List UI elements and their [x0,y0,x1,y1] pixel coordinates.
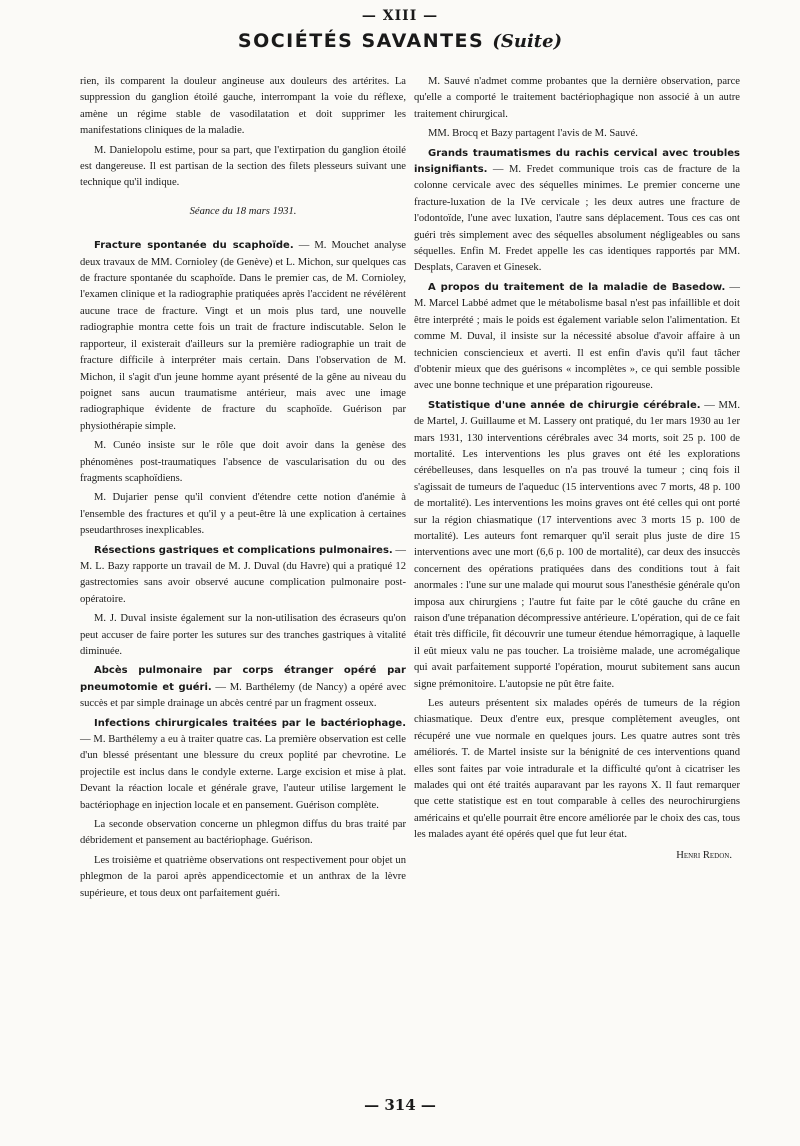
article-heading: A propos du traitement de la maladie de Basedow. [428,281,726,293]
left-column [80,74,406,905]
article-heading: Résections gastriques et complications pulmonaires. [94,544,393,556]
right-column [414,74,740,867]
paragraph: La seconde observation concerne un phlegmon diffus du bras traité par débridement et pansement au bactériophage. Guérison. [80,819,406,847]
article-body: — M. Barthélemy a eu à traiter quatre cas. La première observation est celle d'un blessé présentant une blessure du creux poplité par chevrotine. Le projectile est inclus dans le condyle externe. Large excision et mise à plat. Devant la réaction locale et générale grave, l'auteur utilise largement le bactériophage en injection locale et en pansement. Guérison complète. [80,734,406,811]
article-heading: Grands traumatismes du rachis cervical avec troubles insignifiants. [414,147,740,176]
paragraph: Les troisième et quatrième observations ont respectivement pour objet un phlegmon de la paroi après appendicectomie et un anthrax de la lèvre supérieure, et tous deux ont parfaitement guéri. [80,854,406,899]
author-signature: Henri Redon. [676,849,732,861]
article-body: — M. Marcel Labbé admet que le métabolisme basal n'est pas infaillible et doit être interprété ; mais le poids est également variable selon l'alimentation. Et comme M. Duval, il insiste sur la nécessité absolue d'avoir affaire à un technicien consciencieux et averti. Il est enfin d'avis qu'il faut tâcher d'obtenir mieux que des guérisons « incomplètes », ce qui semble possible avec une bonne technique et une préparation rigoureuse. [414,281,740,392]
article-body: — M. Barthélemy (de Nancy) a opéré avec succès et par simple drainage un abcès centré par un fragment osseux. [80,681,406,710]
paragraph: MM. Brocq et Bazy partagent l'avis de M. Sauvé. [428,128,638,140]
title-suite: (Suite) [492,31,563,52]
article-resections-gastriques [80,543,406,609]
article-infections-chirurgicales [80,716,406,814]
article-body: — M. Mouchet analyse deux travaux de MM. Cornioley (de Genève) et L. Michon, sur quelques cas de fracture spontanée du scaphoïde. Dans le premier cas, de M. Cornioley, l'examen clinique et la radiographie pratiquées après l'accident ne révélèrent aucune trace de fracture. Vingt et un mois plus tard, une nouvelle radiographie montra cette fois un trait de fracture indiscutable. Selon le rapporteur, il existerait d'ailleurs sur la première radiographie un trait de fracture difficile à interpréter mais certain. Dans l'observation de M. Michon, il s'agit d'un jeune homme ayant présenté de la gêne au niveau du poignet sans aucun traumatisme antérieur, mais avec une image radiographique évidente de fracture du scaphoïde. Guérison par physiothérapie simple. [80,240,406,432]
article-chirurgie-cerebrale [414,398,740,693]
paragraph: rien, ils comparent la douleur angineuse aux douleurs des artérites. La suppression du ganglion étoilé gauche, interrompant la voie du réflexe, amène un régime stable de vasodilatation et doit supprimer les manifestations cliniques de la maladie. [80,76,406,137]
page-number: — 314 — [364,1096,436,1114]
paragraph: M. Cunéo insiste sur le rôle que doit avoir dans la genèse des phénomènes post-traumatiques l'absence de vascularisation du ou des fragments scaphoïdiens. [80,440,406,484]
article-body: — M. Fredet communique trois cas de fracture de la colonne cervicale avec des séquelles minimes. Le premier concerne une fracture-luxation de la IVe cervicale ; les deux autres une fracture de l'odontoïde, l'une avec luxation, l'autre sans déplacement. Tous ces cas ont guéri très simplement avec des séquelles absolument négligeables ou sans séquelles. Enfin M. Fredet appelle les cas identiques rapportés par MM. Desplats, Caraven et Ginesek. [414,164,740,274]
article-heading: Statistique d'une année de chirurgie cérébrale. [428,399,701,411]
session-heading: Séance du 18 mars 1931. [189,205,297,217]
article-body: — M. L. Bazy rapporte un travail de M. J. Duval (du Havre) qui a pratiqué 12 gastrectomies sans avoir observé aucune complication pulmonaire post-opératoire. [80,544,406,605]
article-rachis-cervical [414,146,740,277]
article-fracture-scaphoide [80,238,406,435]
article-abces-pulmonaire [80,663,406,712]
article-basedow [414,280,740,395]
paragraph: Les auteurs présentent six malades opérés de tumeurs de la région chiasmatique. Deux d'entre eux, presque complètement aveugles, ont récupéré une vue normale en quelques jours. Les quatre autres sont très améliorés. T. de Martel insiste sur la bénignité de ces interventions quand elles sont faites par voie intradurale et la difficulté qu'ont à cicatriser les malades qui ont été traités auparavant par les rayons X. Il faut remarquer que cette statistique est en tout comparable à celles des neurochirurgiens américains et qu'elle pourrait être encore améliorée par le choix des cas, tous les malades ayant été opérés quel que fut leur état. [414,698,740,841]
title-text: SOCIÉTÉS SAVANTES [237,30,485,52]
article-heading: Infections chirurgicales traitées par le bactériophage. [94,717,406,729]
paragraph: M. Danielopolu estime, pour sa part, que l'extirpation du ganglion étoilé est dangereuse. Il est partisan de la section des filets plesseurs suivant une technique qu'il indique. [80,144,406,189]
article-body: — MM. de Martel, J. Guillaume et M. Lassery ont pratiqué, du 1er mars 1930 au 1er mars 1931, 130 interventions cérébrales avec 34 morts, soit 25 p. 100 de mortalité. Les interventions les plus graves ont été les explorations cérébelleuses, dans lesquelles on n'a pas trouvé la tumeur ; cinq fois il s'agissait de tumeurs de l'aqueduc (15 interventions avec 7 morts, 48 p. 100 de mortalité). Les interventions les moins graves ont été celles qui ont porté sur la région chiasmatique (17 interventions avec 3 morts 15 p. 100 de mortalité). Les auteurs font remarquer qu'il serait plus juste de dire 15 interventions avec une mort (6,6 p. 100 de mortalité), car deux des insuccès concernent des opérations pratiquées dans des conditions tout à fait anormales : l'une sur une malade qui mourut sous l'anesthésie générale qu'on imposa aux chirurgiens ; l'autre fut faite par le côté gauche du crâne en raison d'une trépanation décompressive antérieure. L'opération, qui de ce fait était très difficile, fit découvrir une tumeur étendue hémorragique, à laquelle il eût mieux valu ne pas toucher. La troisième malade, une acromégalique qui avait parfaitement supporté l'opération, mourut subitement sans aucun signe prémonitoire. L'autopsie ne pût être faite. [414,399,740,690]
paragraph: M. Sauvé n'admet comme probantes que la dernière observation, parce qu'elle a comporté le traitement bactériophagique non associé à un autre traitement chirurgical. [414,76,740,120]
running-page-number: — XIII — [361,8,439,24]
section-title [0,30,800,52]
paragraph: M. J. Duval insiste également sur la non-utilisation des écraseurs qu'on peut accuser de faire porter les sutures sur des tranches gastriques à vitalité diminuée. [80,613,406,657]
article-heading: Fracture spontanée du scaphoïde. [94,240,294,252]
paragraph: M. Dujarier pense qu'il convient d'étendre cette notion d'anémie à l'ensemble des fractures et qu'il y a peut-être là une explication à certaines pseudarthroses inexplicables. [80,492,406,537]
article-heading: Abcès pulmonaire par corps étranger opéré par pneumotomie et guéri. [80,665,406,693]
